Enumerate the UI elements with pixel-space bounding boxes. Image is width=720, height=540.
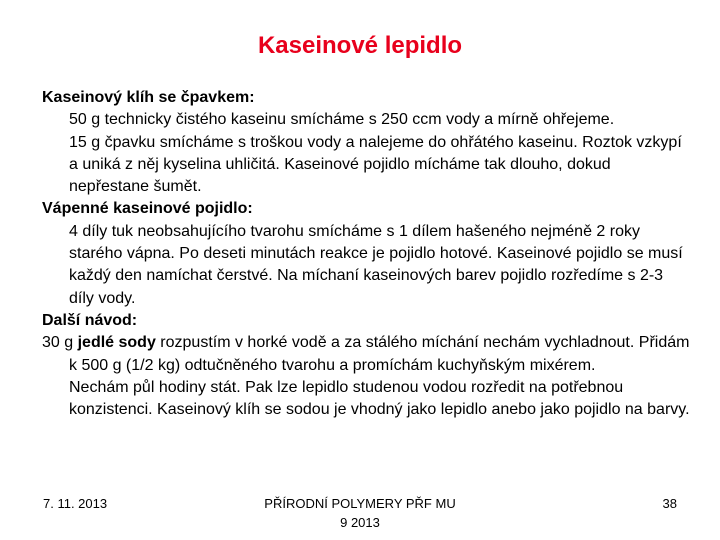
section3-p1-start: 30 g: [42, 334, 78, 352]
section3-p1-emphasis: jedlé sody: [77, 334, 156, 352]
footer-course-line1: PŘÍRODNÍ POLYMERY PŘF MU: [264, 496, 456, 511]
section2-paragraph-1: 4 díly tuk neobsahujícího tvarohu smícháme s 1 dílem hašeného nejméně 2 roky starého vápna. Po deseti minutách reakce je pojidlo hotové. Kaseinové pojidlo se musí každý den namíchat čerstvé. Na míchaní kaseinových barev pojidlo rozředíme s 2-3 díly vody.: [69, 222, 683, 307]
section1-paragraph-2: 15 g čpavku smícháme s troškou vody a nalejeme do ohřátého kaseinu. Roztok vzkypí a uniká z něj kyselina uhličitá. Kaseinové pojidlo mícháme tak dlouho, dokud nepřestane šumět.: [69, 133, 682, 196]
footer-date: 7. 11. 2013: [43, 496, 108, 511]
page-number: 38: [662, 496, 677, 511]
section3-paragraph-1: [42, 332, 692, 377]
section1-paragraph-1: 50 g technicky čistého kaseinu smícháme s 250 ccm vody a mírně ohřejeme.: [69, 111, 615, 129]
section3-heading: Další návod:: [42, 311, 138, 329]
footer-course: [220, 494, 500, 532]
section2-heading: Vápenné kaseinové pojidlo:: [42, 200, 253, 218]
slide-body: [42, 87, 692, 421]
section1-heading: Kaseinový klíh se čpavkem:: [42, 89, 255, 106]
slide-title: Kaseinové lepidlo: [257, 32, 463, 59]
section3-p1-end: rozpustím v horké vodě a za stálého míchání nechám vychladnout. Přidám k 500 g (1/2 kg) odtučněného tvarohu a promíchám kuchyňským mixérem.: [69, 334, 690, 374]
footer-course-line2: 9 2013: [340, 515, 380, 530]
section3-paragraph-2: Nechám půl hodiny stát. Pak lze lepidlo studenou vodou rozředit na potřebnou konzistenci. Kaseinový klíh se sodou je vhodný jako lepidlo anebo jako pojidlo na barvy.: [69, 378, 690, 419]
